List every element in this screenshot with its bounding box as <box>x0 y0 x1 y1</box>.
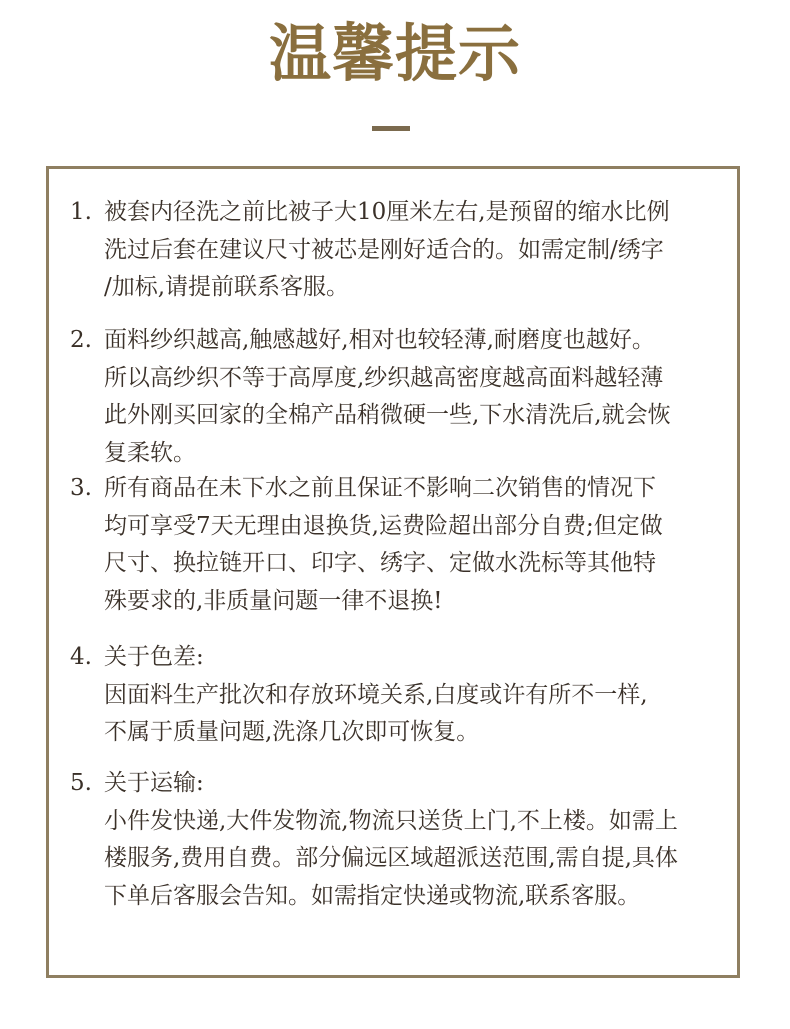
notice-item-4 <box>70 639 738 752</box>
item-line: 关于色差: <box>104 644 204 670</box>
item-number: 5. <box>70 770 92 796</box>
notice-item-2 <box>70 322 738 472</box>
notice-item-3 <box>70 470 738 620</box>
item-line: 洗过后套在建议尺寸被芯是刚好适合的。如需定制/绣字 <box>104 236 664 263</box>
item-line: 被套内径洗之前比被子大10厘米左右,是预留的缩水比例 <box>104 199 670 225</box>
item-number: 3. <box>70 475 92 501</box>
item-line: 均可享受7天无理由退换货,运费险超出部分自费;但定做 <box>104 512 663 539</box>
item-line: 尺寸、换拉链开口、印字、绣字、定做水洗标等其他特 <box>104 550 656 576</box>
item-line: 因面料生产批次和存放环境关系,白度或许有所不一样, <box>104 681 648 708</box>
item-line: 所有商品在未下水之前且保证不影响二次销售的情况下 <box>104 475 656 501</box>
item-number: 4. <box>70 644 92 670</box>
item-line: 小件发快递,大件发物流,物流只送货上门,不上楼。如需上 <box>104 807 678 834</box>
item-line: 下单后客服会告知。如需指定快递或物流,联系客服。 <box>104 882 641 909</box>
item-line: 面料纱织越高,触感越好,相对也较轻薄,耐磨度也越好。 <box>104 327 655 353</box>
item-number: 2. <box>70 327 92 353</box>
item-line: 殊要求的,非质量问题一律不退换! <box>104 587 443 614</box>
item-line: 不属于质量问题,洗涤几次即可恢复。 <box>104 719 480 745</box>
item-line: /加标,请提前联系客服。 <box>104 274 350 300</box>
item-line: 所以高纱织不等于高厚度,纱织越高密度越高面料越轻薄 <box>104 364 664 391</box>
item-line: 楼服务,费用自费。部分偏远区域超派送范围,需自提,具体 <box>104 845 678 871</box>
page-title: 温馨提示 <box>268 17 521 90</box>
title-divider <box>372 126 410 131</box>
notice-item-5 <box>70 765 738 915</box>
item-line: 此外刚买回家的全棉产品稍微硬一些,下水清洗后,就会恢 <box>104 402 671 428</box>
item-line: 复柔软。 <box>104 439 196 466</box>
item-line: 关于运输: <box>104 770 204 796</box>
item-number: 1. <box>70 199 92 225</box>
notice-item-1 <box>70 194 738 307</box>
